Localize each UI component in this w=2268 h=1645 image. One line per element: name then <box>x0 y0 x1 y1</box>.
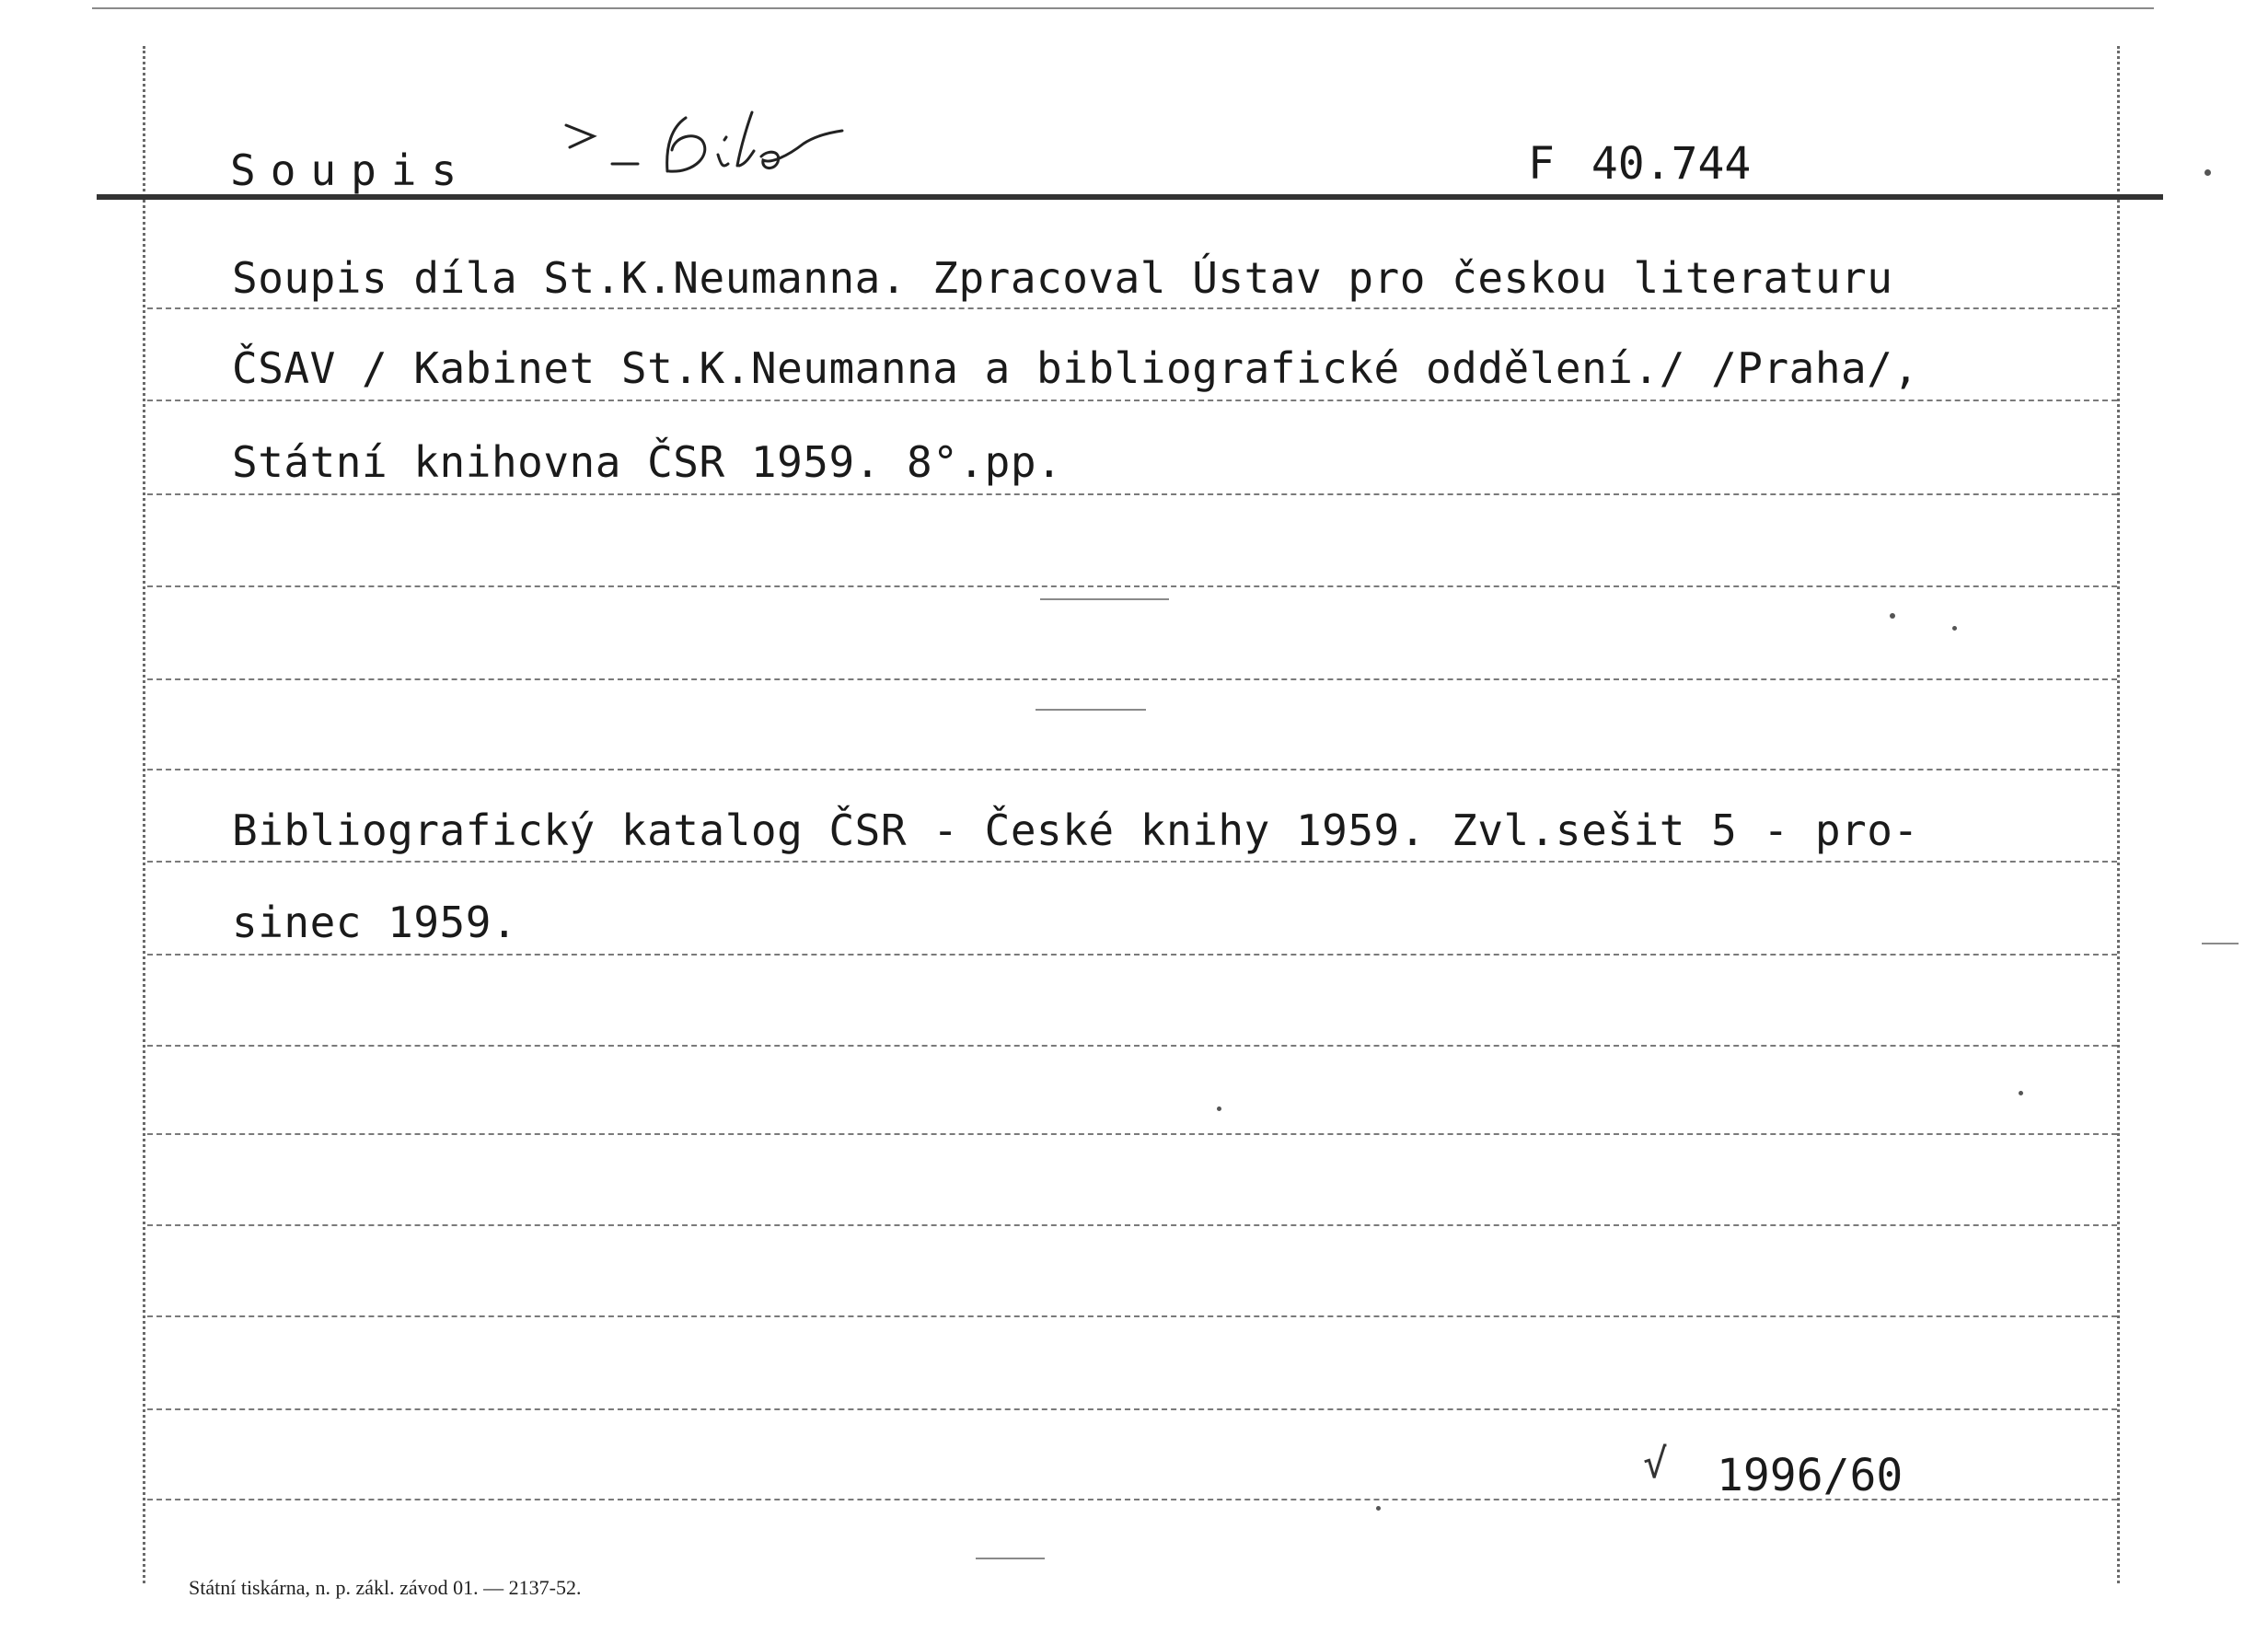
scan-speck <box>1217 1106 1221 1111</box>
shelf-mark-number: 40.744 <box>1591 138 1752 190</box>
scan-speck <box>1952 626 1957 631</box>
scan-speck <box>1376 1506 1381 1511</box>
ruled-line <box>147 954 2117 956</box>
ruled-line <box>147 1408 2117 1410</box>
source-line: Bibliografický katalog ČSR - České knihy 1959. Zvl.sešit 5 - pro- <box>232 805 1919 855</box>
heading-rule <box>97 194 2163 200</box>
card-left-border <box>143 46 145 1583</box>
check-mark: √ <box>1643 1441 1668 1488</box>
stray-mark <box>976 1558 1045 1559</box>
ruled-line <box>147 307 2117 309</box>
ruled-line <box>147 678 2117 680</box>
scan-speck <box>2204 169 2211 176</box>
stray-mark <box>2202 943 2239 944</box>
entry-line: ČSAV / Kabinet St.K.Neumanna a bibliografické oddělení./ /Praha/, <box>232 343 1919 393</box>
ruled-line <box>147 585 2117 587</box>
shelf-mark <box>1528 138 1751 190</box>
entry-line: Státní knihovna ČSR 1959. 8°.pp. <box>232 437 1063 487</box>
ruled-line <box>147 1133 2117 1135</box>
entry-line: Soupis díla St.K.Neumanna. Zpracoval Ústav pro českou literaturu <box>232 253 1893 303</box>
printer-imprint: Státní tiskárna, n. p. zákl. závod 01. — 2137-52. <box>189 1576 582 1599</box>
stray-mark <box>1040 598 1169 600</box>
shelf-mark-prefix: F <box>1528 138 1555 190</box>
source-line: sinec 1959. <box>232 898 518 947</box>
ruled-line <box>147 1224 2117 1226</box>
ruled-line <box>147 1045 2117 1047</box>
ruled-line <box>147 1315 2117 1317</box>
ruled-line <box>147 769 2117 770</box>
stray-mark <box>1036 709 1146 711</box>
card-heading: Soupis <box>230 145 472 195</box>
ruled-line <box>147 493 2117 495</box>
ruled-line <box>147 861 2117 863</box>
scan-speck <box>1890 613 1895 619</box>
ruled-line <box>147 400 2117 401</box>
handwritten-note <box>557 99 861 191</box>
accession-number: 1996/60 <box>1717 1450 1904 1501</box>
card-right-border <box>2117 46 2120 1583</box>
scan-speck <box>2019 1091 2023 1095</box>
card-top-edge <box>92 7 2154 9</box>
